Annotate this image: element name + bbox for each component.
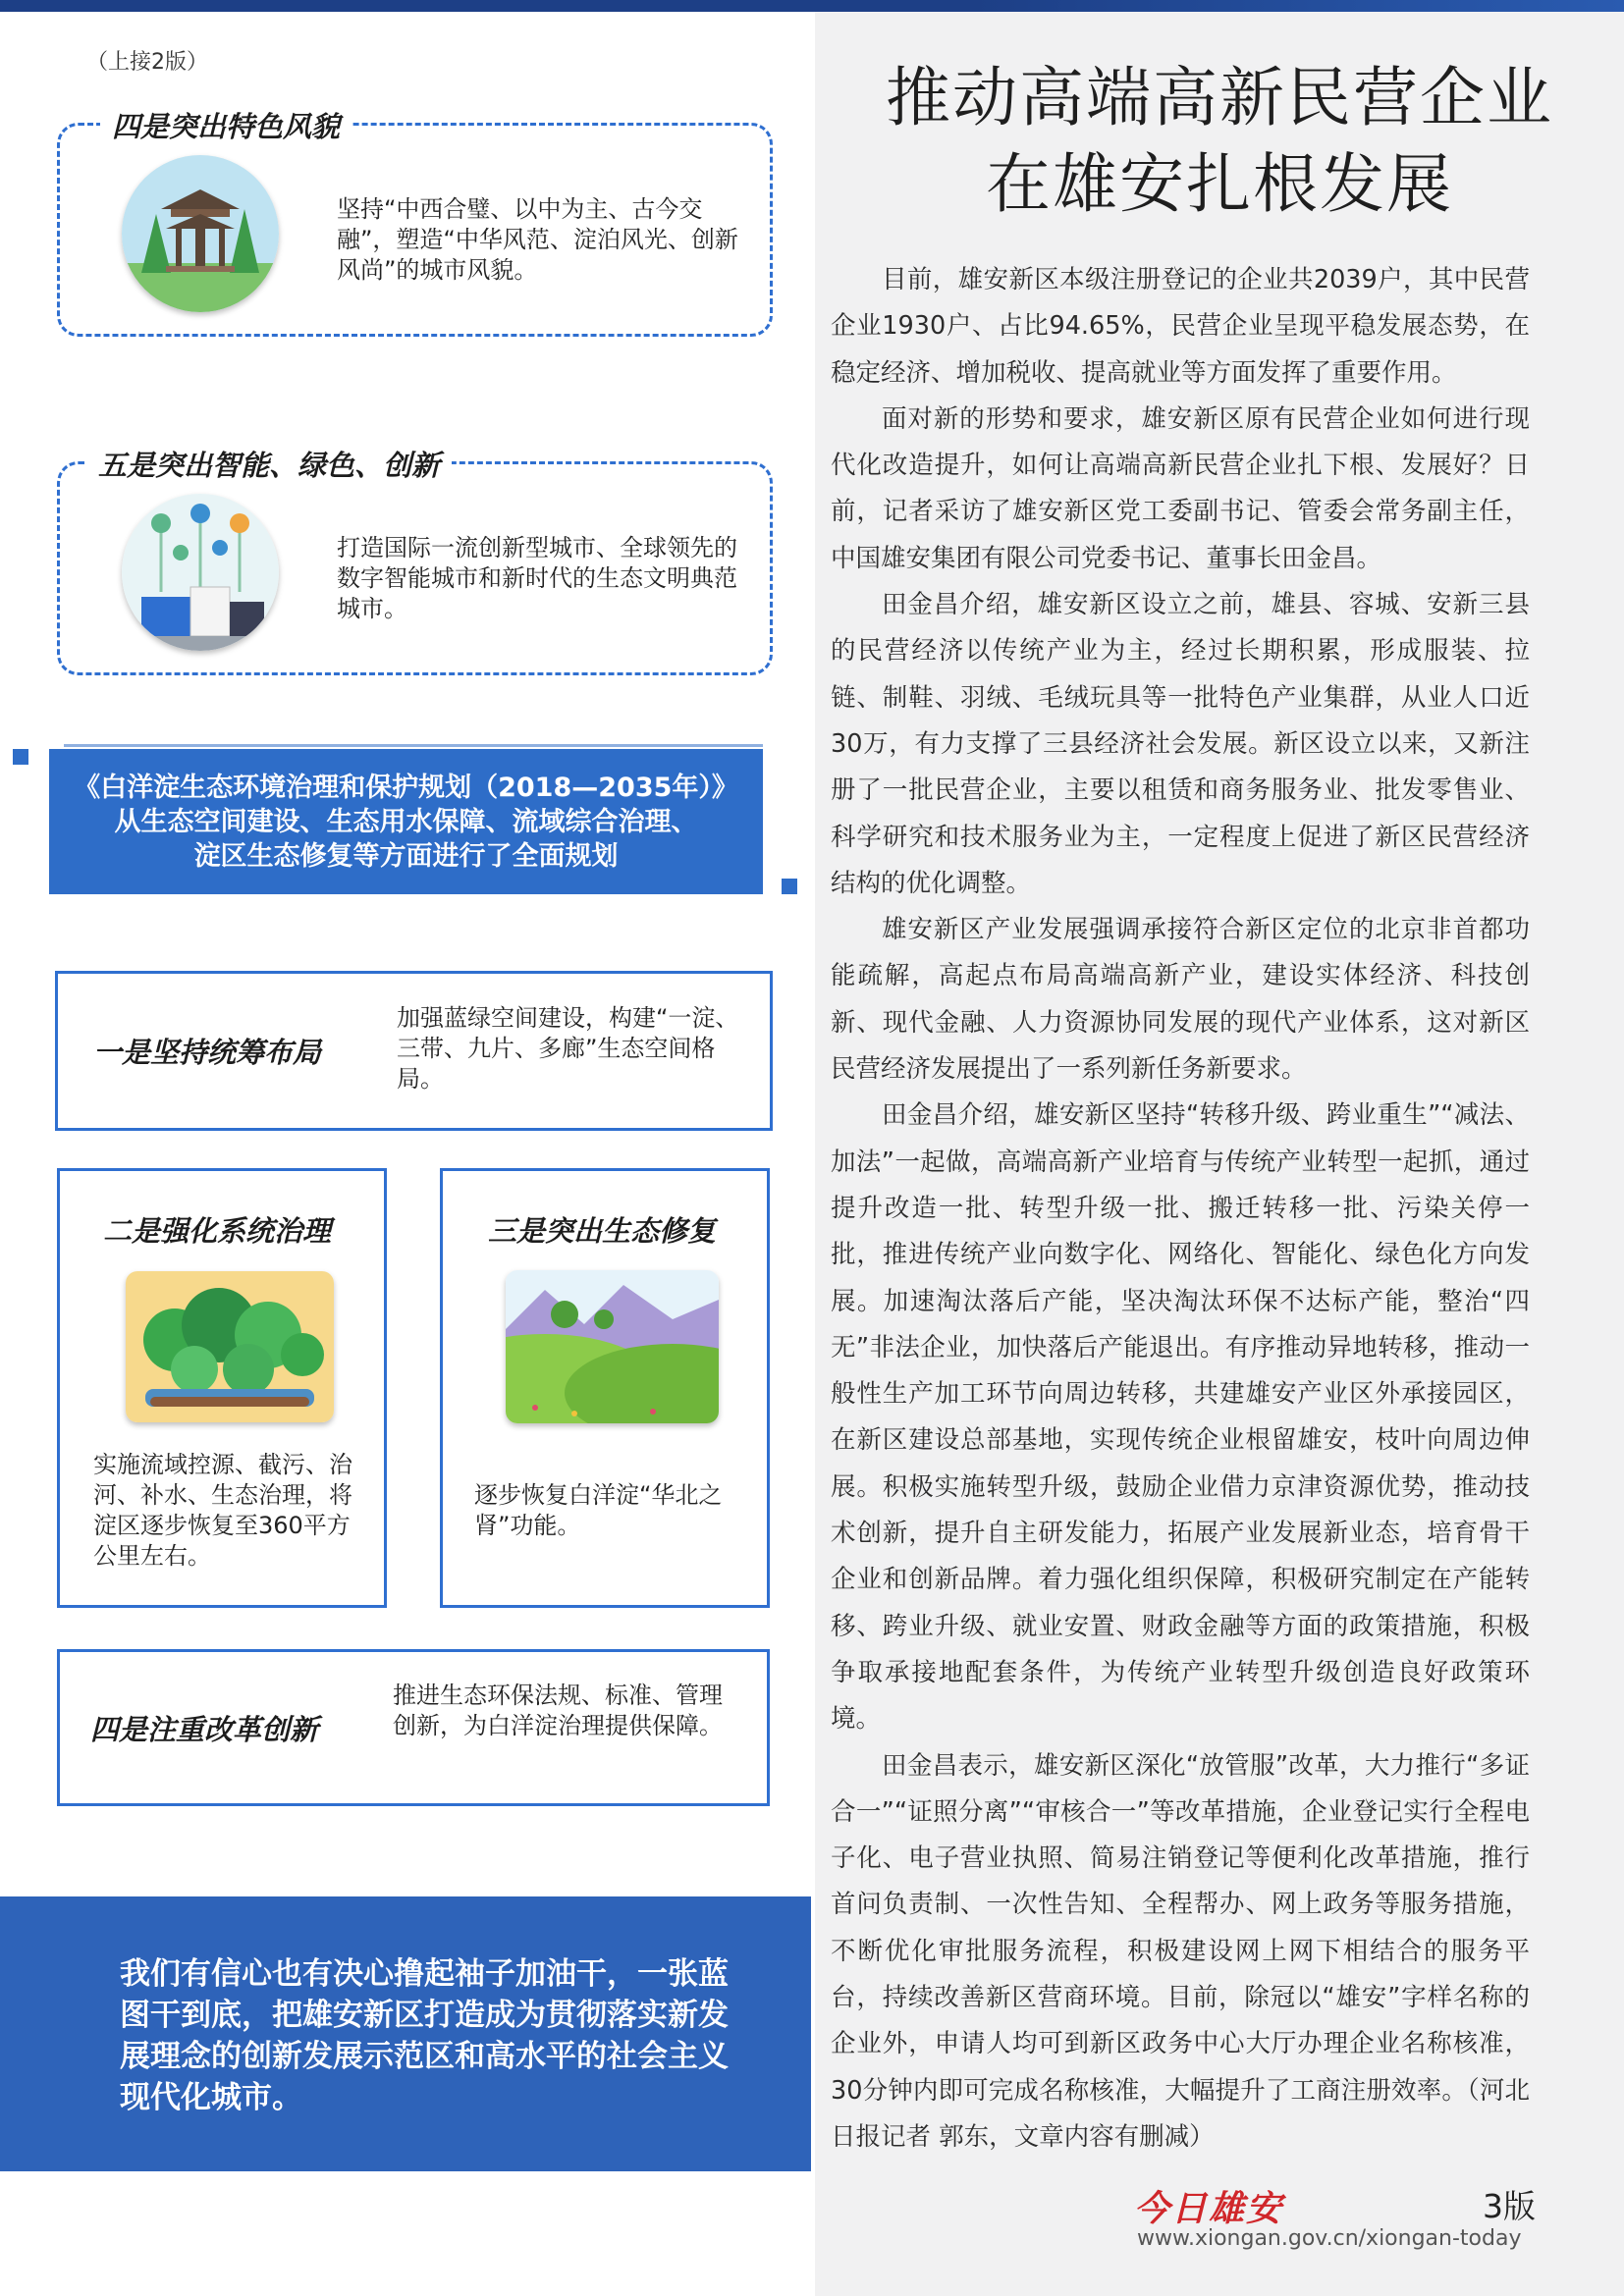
article-paragraph: 田金昌介绍，雄安新区设立之前，雄县、容城、安新三县的民营经济以传统产业为主，经过长期积累，形成服装、拉链、制鞋、羽绒、毛绒玩具等一批特色产业集群，从业人口近30万，有力支撑了三县经济社会发展。新区设立以来，又新注册了一批民营企业，主要以租赁和商务服务业、批发零售业、科学研究和技术服务业为主，一定程度上促进了新区民营经济结构的优化调整。	[831, 590, 1530, 898]
forest-illustration	[126, 1271, 334, 1422]
article-paragraph: 田金昌介绍，雄安新区坚持“转移升级、跨业重生”“减法、加法”一起做，高端高新产业培育与传统产业转型一起抓，通过提升改造一批、转型升级一批、搬迁转移一批、污染关停一批，推进传统产业向数字化、网络化、智能化、绿色化方向发展。加速淘汰落后产能，坚决淘汰环保不达标产能，整治“四无”非法企业，加快落后产能退出。有序推动异地转移，推动一般性生产加工环节向周边转移，共建雄安产业区外承接园区，在新区建设总部基地，实现传统企业根留雄安，枝叶向周边伸展。积极实施转型升级，鼓励企业借力京津资源优势，推动技术创新，提升自主研发能力，拓展产业发展新业态，培育骨干企业和创新品牌。着力强化组织保障，积极研究制定在产能转移、跨业升级、就业安置、财政金融等方面的政策措施，积极争取承接地配套条件，为传统产业转型升级创造良好政策环境。	[831, 1100, 1530, 1735]
footer-url[interactable]: www.xiongan.gov.cn/xiongan-today	[1137, 2226, 1522, 2251]
plan2-title: 二是强化系统治理	[103, 1214, 332, 1248]
headline-line-1: 推动高端高新民营企业	[886, 60, 1553, 135]
banner-square-right	[782, 879, 797, 894]
page-number: 3版	[1483, 2187, 1536, 2225]
banner-line-1: 《白洋淀生态环境治理和保护规划（2018—2035年）》	[74, 772, 738, 803]
article-paragraph: 田金昌表示，雄安新区深化“放管服”改革，大力推行“多证合一”“证照分离”“审核合一”等改革措施，企业登记实行全程电子化、电子营业执照、简易注销登记等便利化改革措施，推行首问负责制、一次性告知、全程帮办、网上政务等服务措施，不断优化审批服务流程，积极建设网上网下相结合的服务平台，持续改善新区营商环境。目前，除冠以“雄安”字样名称的企业外，申请人均可到新区政务中心大厅办理企业名称核准，30分钟内即可完成名称核准，大幅提升了工商注册效率。（河北日报记者 郭东，文章内容有删减）	[831, 1750, 1530, 2152]
plan4-title: 四是注重改革创新	[90, 1713, 319, 1746]
plan-banner	[49, 749, 763, 894]
meadow-illustration	[506, 1270, 719, 1423]
closing-statement: 我们有信心也有决心撸起袖子加油干，一张蓝图干到底，把雄安新区打造成为贯彻落实新发展理念的创新发展示范区和高水平的社会主义现代化城市。	[120, 1956, 729, 2115]
article-paragraph: 面对新的形势和要求，雄安新区原有民营企业如何进行现代化改造提升，如何让高端高新民营企业扎下根、发展好？日前，记者采访了雄安新区党工委副书记、管委会常务副主任，中国雄安集团有限公司党委书记、董事长田金昌。	[831, 403, 1530, 573]
plan1-text: 加强蓝绿空间建设，构建“一淀、三带、九片、多廊”生态空间格局。	[397, 1004, 739, 1093]
section4-text: 坚持“中西合璧、以中为主、古今交融”，塑造“中华风范、淀泊风光、创新风尚”的城市风貌。	[337, 195, 738, 284]
banner-line-2: 从生态空间建设、生态用水保障、流域综合治理、	[114, 806, 698, 837]
section5-text: 打造国际一流创新型城市、全球领先的数字智能城市和新时代的生态文明典范城市。	[337, 534, 737, 622]
top-color-bar	[0, 0, 1624, 12]
banner-offset-line	[64, 744, 763, 747]
article-headline	[815, 55, 1624, 228]
continued-from-note: （上接2版）	[86, 50, 208, 75]
plan1-title: 一是坚持统筹布局	[93, 1036, 322, 1069]
newspaper-logo: 今日雄安	[1134, 2188, 1284, 2229]
headline-line-2: 在雄安扎根发展	[986, 146, 1453, 222]
plan3-title: 三是突出生态修复	[488, 1214, 717, 1248]
section4-title: 四是突出特色风貌	[100, 105, 352, 145]
plan3-text: 逐步恢复白洋淀“华北之肾”功能。	[474, 1481, 723, 1539]
smart-city-illustration	[122, 494, 279, 651]
article-paragraph: 目前，雄安新区本级注册登记的企业共2039户，其中民营企业1930户、占比94.65%，民营企业呈现平稳发展态势，在稳定经济、增加税收、提高就业等方面发挥了重要作用。	[831, 265, 1530, 388]
plan2-text: 实施流域控源、截污、治河、补水、生态治理，将淀区逐步恢复至360平方公里左右。	[93, 1451, 352, 1570]
section5-title: 五是突出智能、绿色、创新	[86, 444, 452, 484]
plan4-text: 推进生态环保法规、标准、管理创新，为白洋淀治理提供保障。	[393, 1682, 723, 1739]
pavilion-illustration	[122, 155, 279, 312]
article-paragraph: 雄安新区产业发展强调承接符合新区定位的北京非首都功能疏解，高起点布局高端高新产业，建设实体经济、科技创新、现代金融、人力资源协同发展的现代产业体系，这对新区民营经济发展提出了一系列新任务新要求。	[831, 915, 1530, 1085]
article-body	[831, 257, 1530, 2161]
banner-square-left	[13, 749, 28, 765]
banner-line-3: 淀区生态修复等方面进行了全面规划	[193, 840, 619, 872]
